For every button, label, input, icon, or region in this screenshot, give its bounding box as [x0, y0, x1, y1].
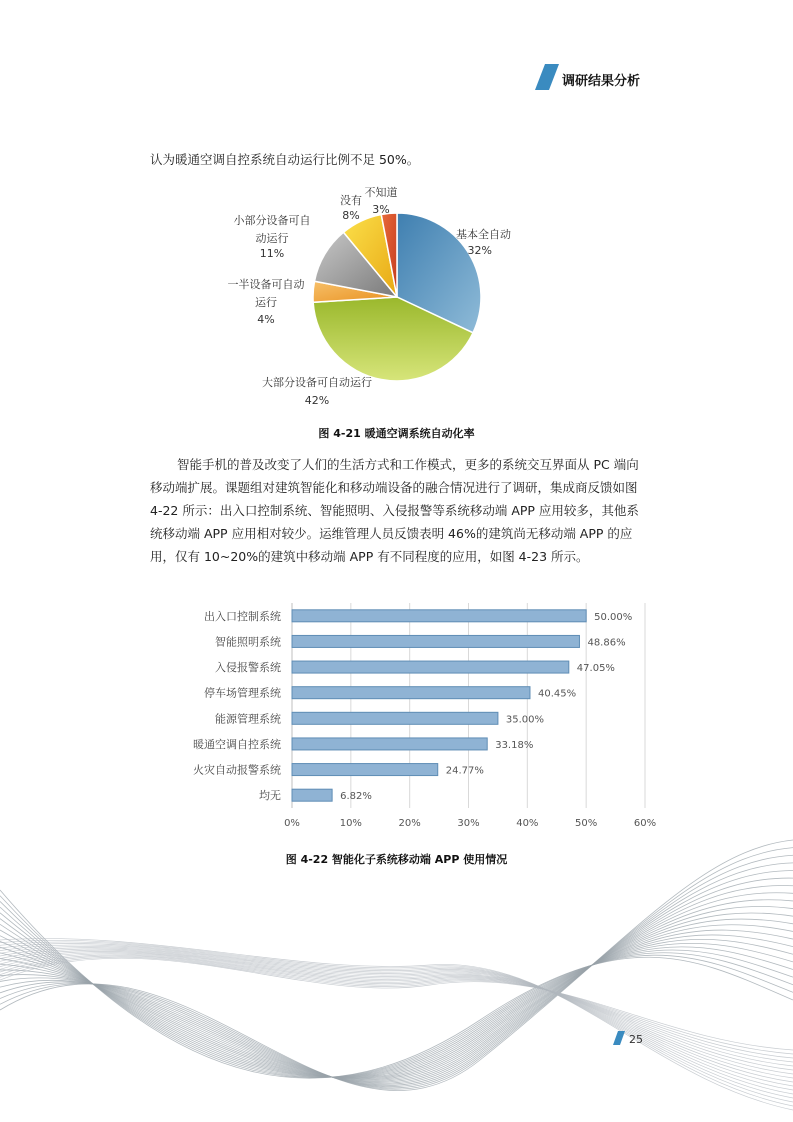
- category-label: 火灾自动报警系统: [193, 763, 281, 777]
- bar-value-label: 47.05%: [576, 663, 615, 675]
- pie-label: 基本全自动: [456, 228, 511, 241]
- pie-value-label: 11%: [259, 247, 285, 260]
- section-title: 调研结果分析: [562, 74, 641, 89]
- category-label: 暖通空调自控系统: [193, 737, 281, 751]
- category-label: 入侵报警系统: [215, 661, 281, 675]
- category-label: 智能照明系统: [215, 635, 281, 649]
- page-number: 25: [629, 1033, 643, 1046]
- x-tick-label: 20%: [398, 818, 421, 829]
- pie-value-label: 8%: [342, 209, 360, 222]
- pie-label: 没有: [340, 194, 362, 207]
- pie-label: 小部分设备可自: [233, 214, 311, 227]
- x-tick-label: 40%: [516, 818, 539, 829]
- pie-value-label: 42%: [304, 394, 330, 407]
- pie-label: 大部分设备可自动运行: [262, 376, 372, 389]
- bar-value-label: 50.00%: [594, 611, 633, 623]
- figure1-caption: 图 4-21 暖通空调系统自动化率: [318, 427, 475, 440]
- figure2-caption: 图 4-22 智能化子系统移动端 APP 使用情况: [285, 853, 508, 866]
- bar-value-label: 35.00%: [505, 714, 545, 726]
- category-label: 能源管理系统: [215, 712, 281, 726]
- pie-value-label: 32%: [467, 244, 492, 257]
- category-label: 停车场管理系统: [204, 686, 281, 700]
- x-tick-label: 30%: [457, 818, 480, 829]
- pie-value-label: 3%: [372, 203, 390, 216]
- category-label: 均无: [259, 789, 281, 803]
- bar-value-label: 33.18%: [495, 739, 534, 751]
- pie-label: 一半设备可自动: [227, 278, 305, 291]
- body-paragraph: 智能手机的普及改变了人们的生活方式和工作模式，更多的系统交互界面从 PC 端向移动端扩展。课题组对建筑智能化和移动端设备的融合情况进行了调研，集成商反馈如图 4-22 所示：出入口控制系统、智能照明、入侵报警等系统移动端 APP 应用较多，其他系统移动端 APP 应用相对较少。运维管理人员反馈表明 46%的建筑尚无移动端 APP 的应用，仅有 10~20%的建筑中移动端 APP 有不同程度的应用，如图 4-23 所示。: [150, 457, 639, 564]
- bar-value-label: 24.77%: [445, 765, 484, 777]
- category-label: 出入口控制系统: [204, 609, 281, 623]
- intro-paragraph: 认为暖通空调自控系统自动运行比例不足 50%。: [150, 152, 420, 167]
- bar-value-label: 40.45%: [537, 688, 577, 700]
- pie-label: 不知道: [364, 186, 398, 199]
- pie-label: 动运行: [255, 232, 289, 245]
- x-tick-label: 50%: [575, 818, 598, 829]
- bar-value-label: 48.86%: [587, 637, 626, 649]
- x-tick-label: 60%: [633, 818, 657, 829]
- pie-value-label: 4%: [257, 313, 275, 326]
- x-tick-label: 10%: [339, 818, 362, 829]
- pie-label: 运行: [255, 296, 277, 309]
- x-tick-label: 0%: [284, 818, 300, 829]
- bar-value-label: 6.82%: [340, 791, 372, 803]
